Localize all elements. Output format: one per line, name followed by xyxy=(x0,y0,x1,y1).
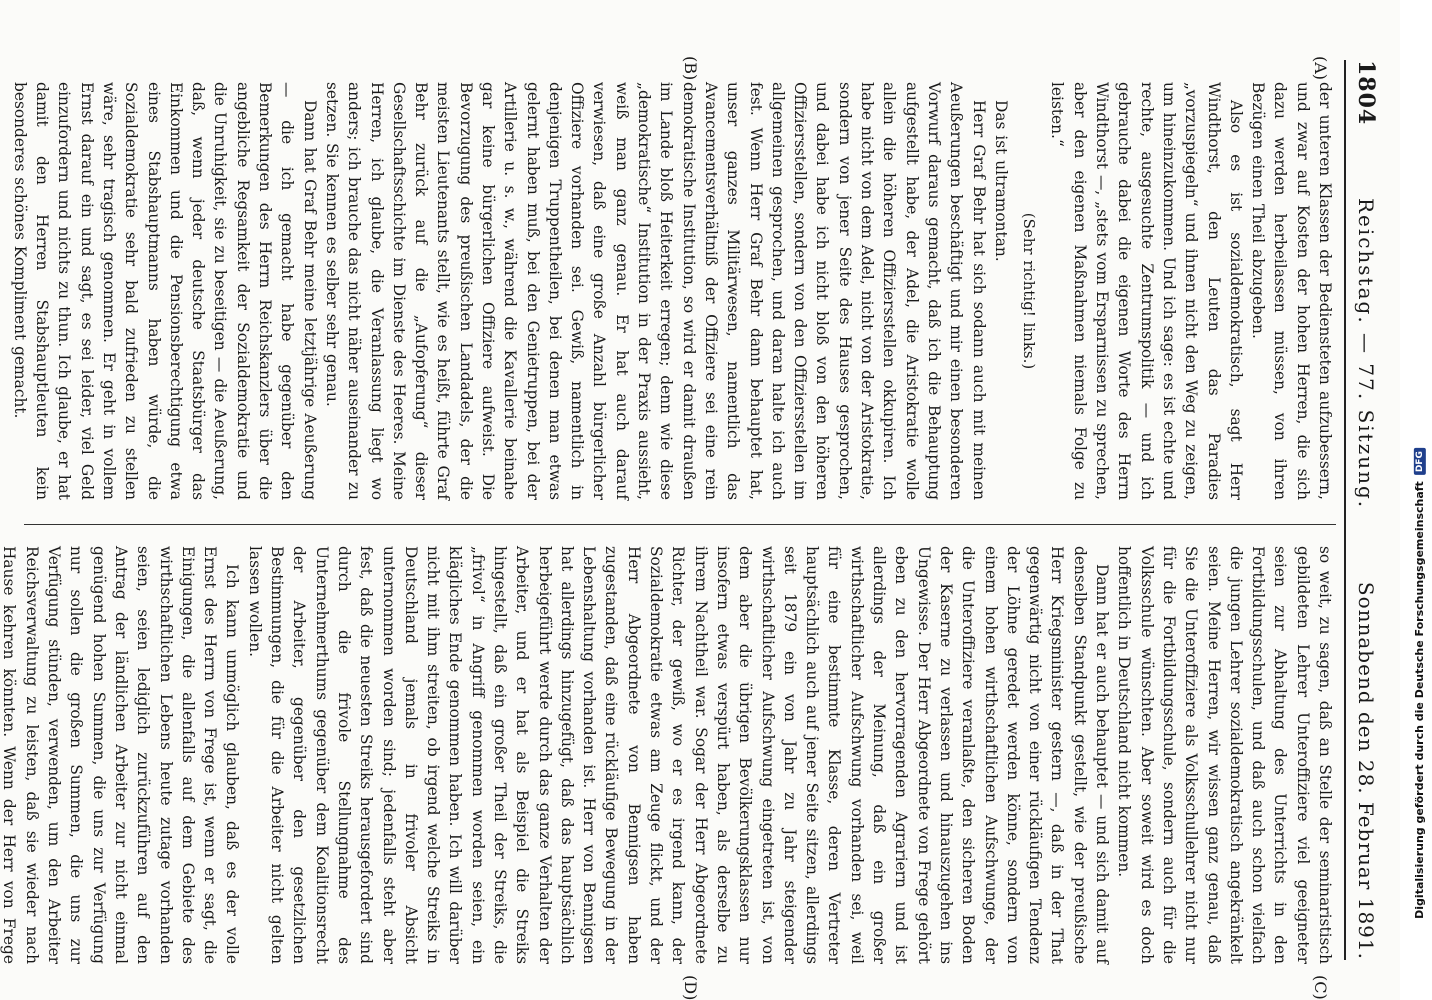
running-title: Reichstag. — 77. Sitzung. xyxy=(1354,197,1378,510)
right-column xyxy=(0,546,1336,964)
margin-marker-d: (D) xyxy=(681,975,700,1000)
interjection xyxy=(0,82,2,500)
paragraph: Ich kann unmöglich glauben, daß es der volle Ernst des Herrn von Frege ist, wenn er sagt, die Einigungen, die allenfalls auf dem Gebiete des wirthschaftlichen Lebens heute zutage vorhanden seien, seien lediglich zurückzuführen auf den Antrag der ländlichen Arbeiter zur nicht einmal genügend hohen Summen, die uns zur Verfügung nur sollen die großen Summen, die uns zur Verfügung stünden, verwenden, um den Arbeiter Reichsverwaltung zu leisten, daß sie wieder nach Hause kehren könnten. Wenn der Herr von Frege xyxy=(0,546,242,964)
paragraph: Herr Graf Behr hat sich sodann auch mit meinen Aeußerungen beschäftigt und mir einen besonderen Vorwurf daraus gemacht, daß ich die Behauptung aufgestellt habe, der Adel, die Aristokratie wolle allein die höheren Offiziersstellen okkupiren. Ich habe nicht von dem Adel, nicht von der Aristokratie, sondern von jener Seite des Hauses gesprochen, und dabei habe ich nicht bloß von den höheren Offiziersstellen, sondern von den Offiziersstellen im allgemeinen gesprochen, und daran halte ich auch fest. Wenn Herr Graf Behr dann behauptet hat, unser ganzes Militärwesen, namentlich das Avancementsverhältniß der Offiziere sei eine rein demokratische Institution, so wird er damit draußen im Lande bloß Heiterkeit erregen; denn wie diese „demokratische“ Institution in der Praxis aussieht, weiß man ganz genau. Er hat auch darauf verwiesen, daß eine große Anzahl bürgerlicher Offiziere vorhanden sei. Gewiß, namentlich in denjenigen Truppentheilen, bei denen man etwas gelernt haben muß, bei den Genietruppen, bei der Artillerie u. s. w., während die Kavallerie beinahe gar keine bürgerlichen Offiziere aufweist. Die Bevorzugung des preußischen Landadels, der die meisten Lieutenants stellt, wie es heißt, führte Graf Behr zurück auf die „Aufopferung“ dieser Gesellschaftsschichte im Dienste des Heeres. Meine Herren, ich glaube, die Veranlassung liegt wo anders; ich brauche das nicht näher auseinander zu setzen. Sie kennen es selber sehr genau. xyxy=(322,82,988,500)
paragraph: so weit, zu sagen, daß an Stelle der seminaristisch gebildeten Lehrer Unteroffiziere viel geeigneter seien zur Abhaltung des Unterrichts in den Fortbildungsschulen, und daß auch schon vielfach die jungen Lehrer sozialdemokratisch angekränkelt seien. Meine Herren, wir wissen ganz genau, daß Sie die Unteroffiziere als Volksschullehrer nicht nur für die Fortbildungsschule, sondern auch für die Volksschule wünschten. Aber soweit wird es doch hoffentlich in Deutschland nicht kommen. xyxy=(1115,546,1334,964)
credit-text: Digitalisierung gefördert durch die Deutsche Forschungsgemeinschaft xyxy=(1412,481,1426,919)
paragraph: Dann hat Graf Behr meine letztjährige Aeußerung — die ich gemacht habe gegenüber den Bemerkungen des Herrn Reichskanzlers über die angebliche Regsamkeit der Sozialdemokratie und die Unruhigkeit, sie zu beseitigen — die Aeußerung, daß, wenn jeder deutsche Staatsbürger das Einkommen und die Pensionsberechtigung etwa eines Stabshauptmanns haben würde, die Sozialdemokratie sehr bald zufrieden zu stellen wäre, sehr tragisch genommen. Er geht in vollem Ernst darauf ein und sagt, es sei leider, viel Geld einzufordern und nichts zu thun. Ich glaube, er hat damit den Herren Stabshauptleuten kein besonderes schönes Kompliment gemacht. xyxy=(10,82,319,500)
margin-marker-c: (C) xyxy=(1311,975,1330,1000)
digitization-credit xyxy=(1408,390,1430,990)
paragraph: Also es ist sozialdemokratisch, sagt Herr Windthorst, den Leuten das Paradies „vorzuspiegeln“ und ihnen nicht den Weg zu zeigen, um hineinzukommen. Und ich sage: es ist echte und rechte, ausgesuchte Zentrumspolitik — und ich gebrauche dabei die eigenen Worte des Herrn Windthorst —, „stets vom Ersparnissen zu sprechen, aber den eigenen Maßnahmen niemals Folge zu leisten.“ xyxy=(1048,82,1245,500)
page-date: Sonnabend den 28. Februar 1891. xyxy=(1354,581,1378,960)
paragraph: Dann hat er auch behauptet — und sich damit auf denselben Standpunkt gestellt, wie der preußische Herr Kriegsminister gestern —, daß in der That gegenwärtig nicht von einer rückläufigen Tendenz der Löhne geredet werden könne, sondern von einem hohen wirthschaftlichen Aufschwunge, der die Unteroffiziere veranlaßte, den sicheren Boden der Kaserne zu verlassen und hinauszugehen ins Ungewisse. Der Herr Abgeordnete von Frege gehört eben zu den hervorragenden Agrariern und ist allerdings der Meinung, daß ein großer wirthschaftlicher Aufschwung vorhanden sei, weil für eine bestimmte Klasse, deren Vertreter hauptsächlich auch auf jener Seite sitzen, allerdings seit 1879 ein von Jahr zu Jahr steigender wirthschaftlicher Aufschwung eingetreten ist, von dem aber die übrigen Bevölkerungsklassen nur insofern etwas verspürt haben, als derselbe zu ihrem Nachtheil war. Sogar der Herr Abgeordnete Richter, der gewiß, wo er es irgend kann, der Sozialdemokratie etwas am Zeuge flickt, und der Herr Abgeordnete von Bennigsen haben zugestanden, daß eine rückläufige Bewegung in der Lebenshaltung vorhanden ist. Herr von Bennigsen hat allerdings hinzugefügt, daß das hauptsächlich herbeigeführt werde durch das ganze Verhalten der Arbeiter, und er hat als Beispiel die Streiks hingestellt, daß ein großer Theil der Streiks, die „frivol“ in Angriff genommen worden seien, ein klägliches Ende genommen haben. Ich will darüber nicht mit ihm streiten, ob irgend welche Streiks in Deutschland jemals in frivoler Absicht unternommen worden sind; jedenfalls steht aber fest, daß die neuesten Streiks herausgefordert sind durch die frivole Stellungnahme des Unternehmerthums gegenüber dem Koalitionsrecht der Arbeiter, gegenüber den gesetzlichen Bestimmungen, die für die Arbeiter nicht gelten lassen wollen. xyxy=(245,546,1112,964)
margin-marker-a: (A) xyxy=(1311,56,1330,81)
paragraph: der unteren Klassen der Bediensteten aufzubessern, und zwar auf Kosten der hohen Herren, die sich dazu werden herbeilassen müssen, von ihren Bezügen einen Theil abzugeben. xyxy=(1249,82,1334,500)
dfg-logo-icon: DFG xyxy=(1413,448,1425,475)
page-number: 1804 xyxy=(1353,60,1379,126)
column-rule xyxy=(24,524,1336,525)
interjection: (Sehr richtig! links.) xyxy=(1020,212,1039,370)
margin-marker-b: (B) xyxy=(681,56,700,81)
running-head xyxy=(1344,60,1386,960)
paragraph: Das ist ultramontan. xyxy=(991,100,1010,262)
left-column xyxy=(10,82,1336,500)
